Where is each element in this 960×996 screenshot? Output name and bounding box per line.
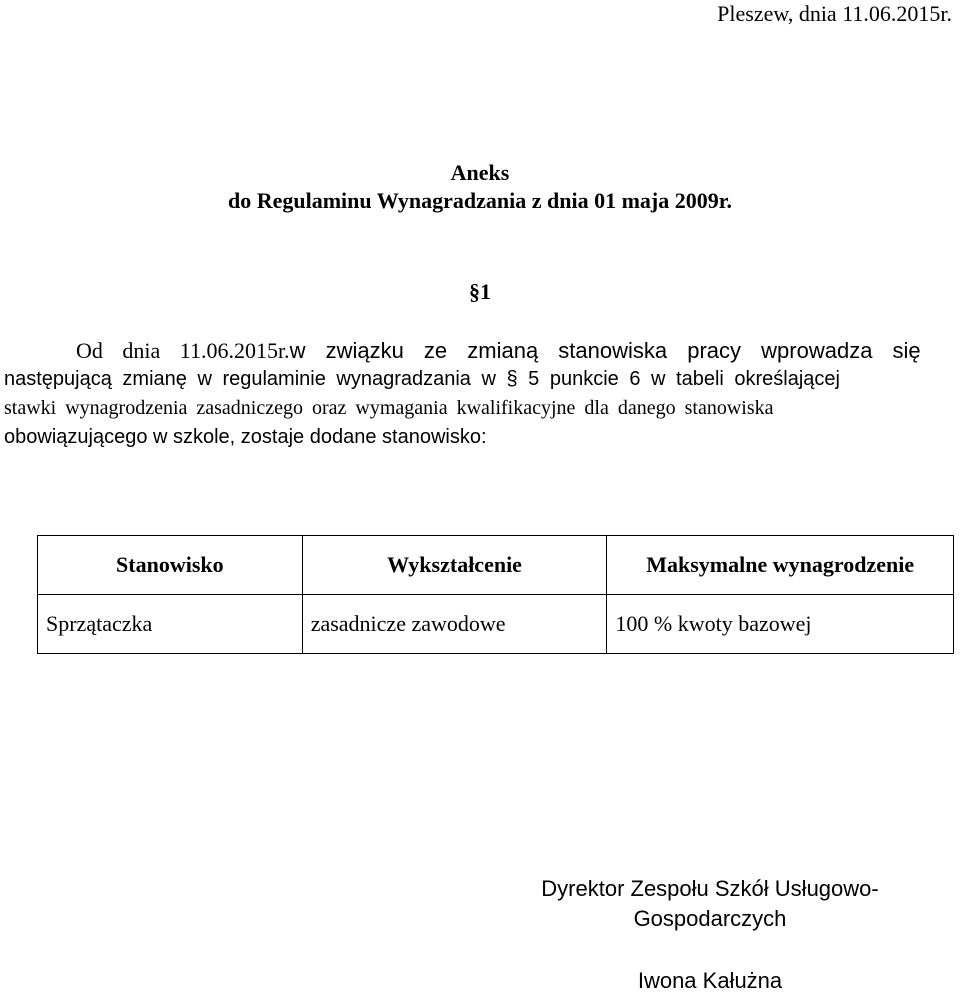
body-line-2: następującą zmianę w regulaminie wynagradzania w § 5 punkcie 6 w tabeli określającej — [4, 368, 840, 390]
column-header-education: Wykształcenie — [302, 536, 607, 595]
signatory-title-line-1: Dyrektor Zespołu Szkół Usługowo- — [541, 876, 879, 901]
signatory-title-line-2: Gospodarczych — [633, 906, 787, 931]
column-header-position: Stanowisko — [38, 536, 303, 595]
effective-date-text: Od dnia 11.06.2015r. — [76, 338, 290, 363]
signature-block — [520, 874, 900, 996]
body-line-1-rest: w związku ze zmianą stanowiska pracy wprowadza się — [289, 338, 921, 363]
body-line-4: obowiązującego w szkole, zostaje dodane stanowisko: — [4, 426, 487, 448]
place-date: Pleszew, dnia 11.06.2015r. — [717, 1, 952, 26]
position-table — [37, 535, 954, 654]
table-row — [38, 595, 954, 654]
signatory-name: Iwona Kałużna — [637, 968, 783, 993]
column-header-max-salary: Maksymalne wynagrodzenie — [607, 536, 954, 595]
body-paragraph — [4, 336, 960, 452]
cell-education: zasadnicze zawodowe — [302, 595, 607, 654]
section-mark: §1 — [469, 279, 491, 304]
document-title: Aneks — [450, 160, 510, 185]
cell-max-salary: 100 % kwoty bazowej — [607, 595, 954, 654]
body-line-1 — [4, 336, 960, 365]
body-line-3: stawki wynagrodzenia zasadniczego oraz wymagania kwalifikacyjne dla danego stanowiska — [4, 397, 774, 419]
document-subtitle: do Regulaminu Wynagradzania z dnia 01 maja 2009r. — [227, 188, 733, 213]
cell-position: Sprzątaczka — [38, 595, 303, 654]
table-header-row — [38, 536, 954, 595]
